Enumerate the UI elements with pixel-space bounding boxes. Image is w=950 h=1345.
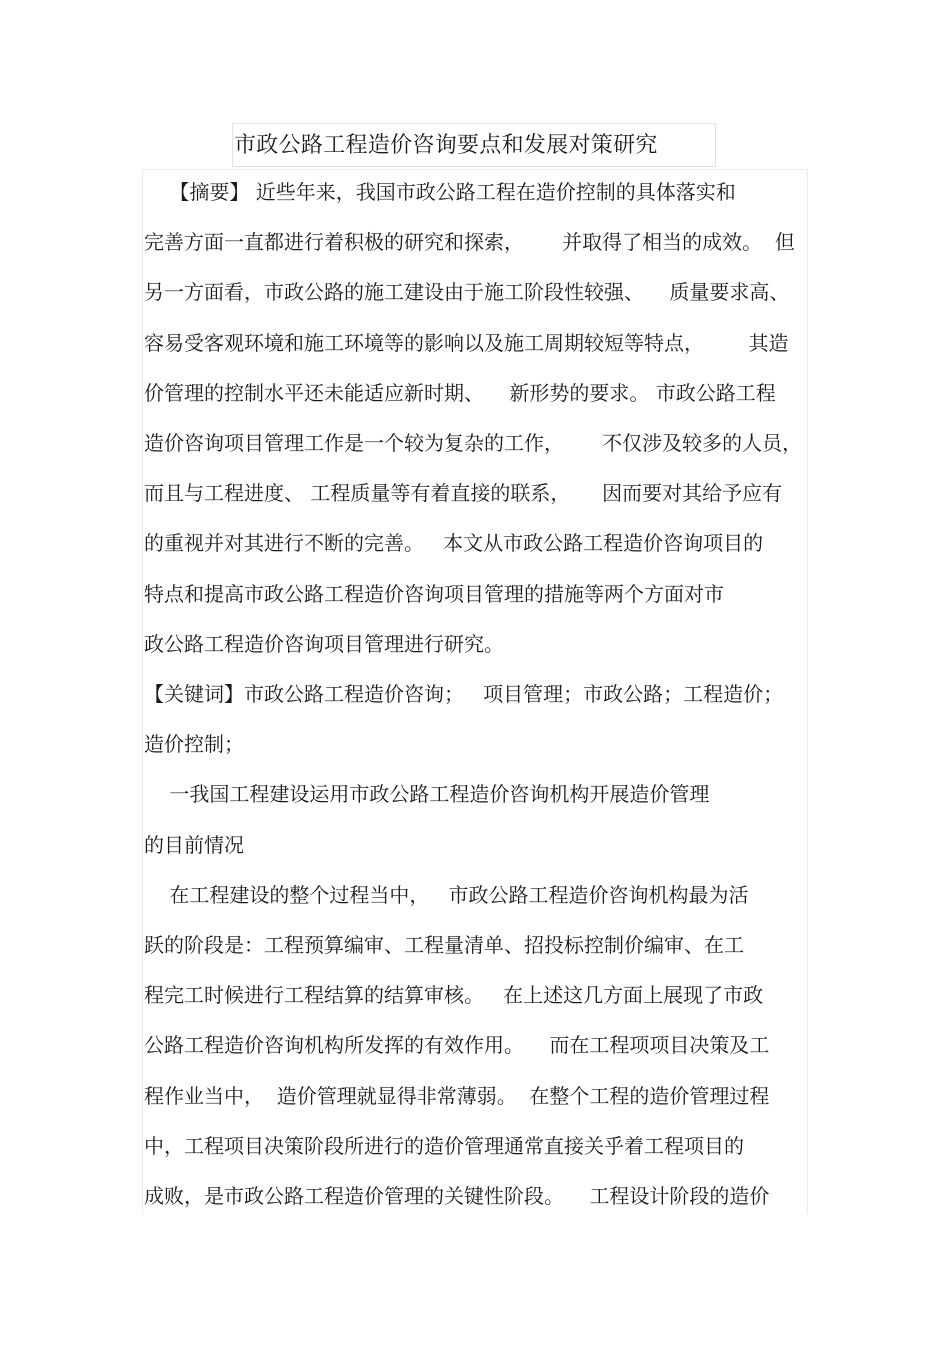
body-line: 而且与工程进度、 工程质量等有着直接的联系， 因而要对其给予应有 — [144, 481, 783, 506]
body-line: 政公路工程造价咨询项目管理进行研究。 — [144, 631, 504, 656]
body-line: 【关键词】市政公路工程造价咨询； 项目管理；市政公路；工程造价； — [144, 682, 784, 706]
body-line: 跃的阶段是：工程预算编审、工程量清单、招投标控制价编审、在工 — [144, 933, 744, 957]
body-line: 造价咨询项目管理工作是一个较为复杂的工作， 不仅涉及较多的人员， — [144, 431, 803, 455]
body-line: 程作业当中， 造价管理就显得非常薄弱。 在整个工程的造价管理过程 — [144, 1083, 770, 1108]
document-title: 市政公路工程造价咨询要点和发展对策研究 — [234, 133, 658, 158]
body-line: 在工程建设的整个过程当中， 市政公路工程造价咨询机构最为活 — [144, 882, 749, 907]
body-line: 成败，是市政公路工程造价管理的关键性阶段。 工程设计阶段的造价 — [144, 1184, 770, 1208]
body-line: 【摘要】 近些年来，我国市政公路工程在造价控制的具体落实和 — [144, 180, 736, 204]
body-line: 程完工时候进行工程结算的结算审核。 在上述这几方面上展现了市政 — [144, 983, 764, 1008]
body-line: 完善方面一直都进行着积极的研究和探索， 并取得了相当的成效。 但 — [144, 230, 795, 255]
body-line: 容易受客观环境和施工环境等的影响以及施工周期较短等特点， 其造 — [144, 330, 789, 355]
body-line: 中，工程项目决策阶段所进行的造价管理通常直接关乎着工程项目的 — [144, 1133, 744, 1158]
body-line: 公路工程造价咨询机构所发挥的有效作用。 而在工程项项目决策及工 — [144, 1033, 770, 1058]
body-line: 的重视并对其进行不断的完善。 本文从市政公路工程造价咨询项目的 — [144, 531, 764, 556]
body-line: 一我国工程建设运用市政公路工程造价咨询机构开展造价管理 — [144, 782, 710, 807]
body-line: 另一方面看，市政公路的施工建设由于施工阶段性较强、 质量要求高、 — [144, 280, 790, 305]
body-line: 造价控制； — [144, 732, 244, 757]
body-line: 特点和提高市政公路工程造价咨询项目管理的措施等两个方面对市 — [144, 581, 724, 606]
body-line: 价管理的控制水平还未能适应新时期、 新形势的要求。 市政公路工程 — [144, 380, 776, 405]
body-line: 的目前情况 — [144, 832, 244, 857]
